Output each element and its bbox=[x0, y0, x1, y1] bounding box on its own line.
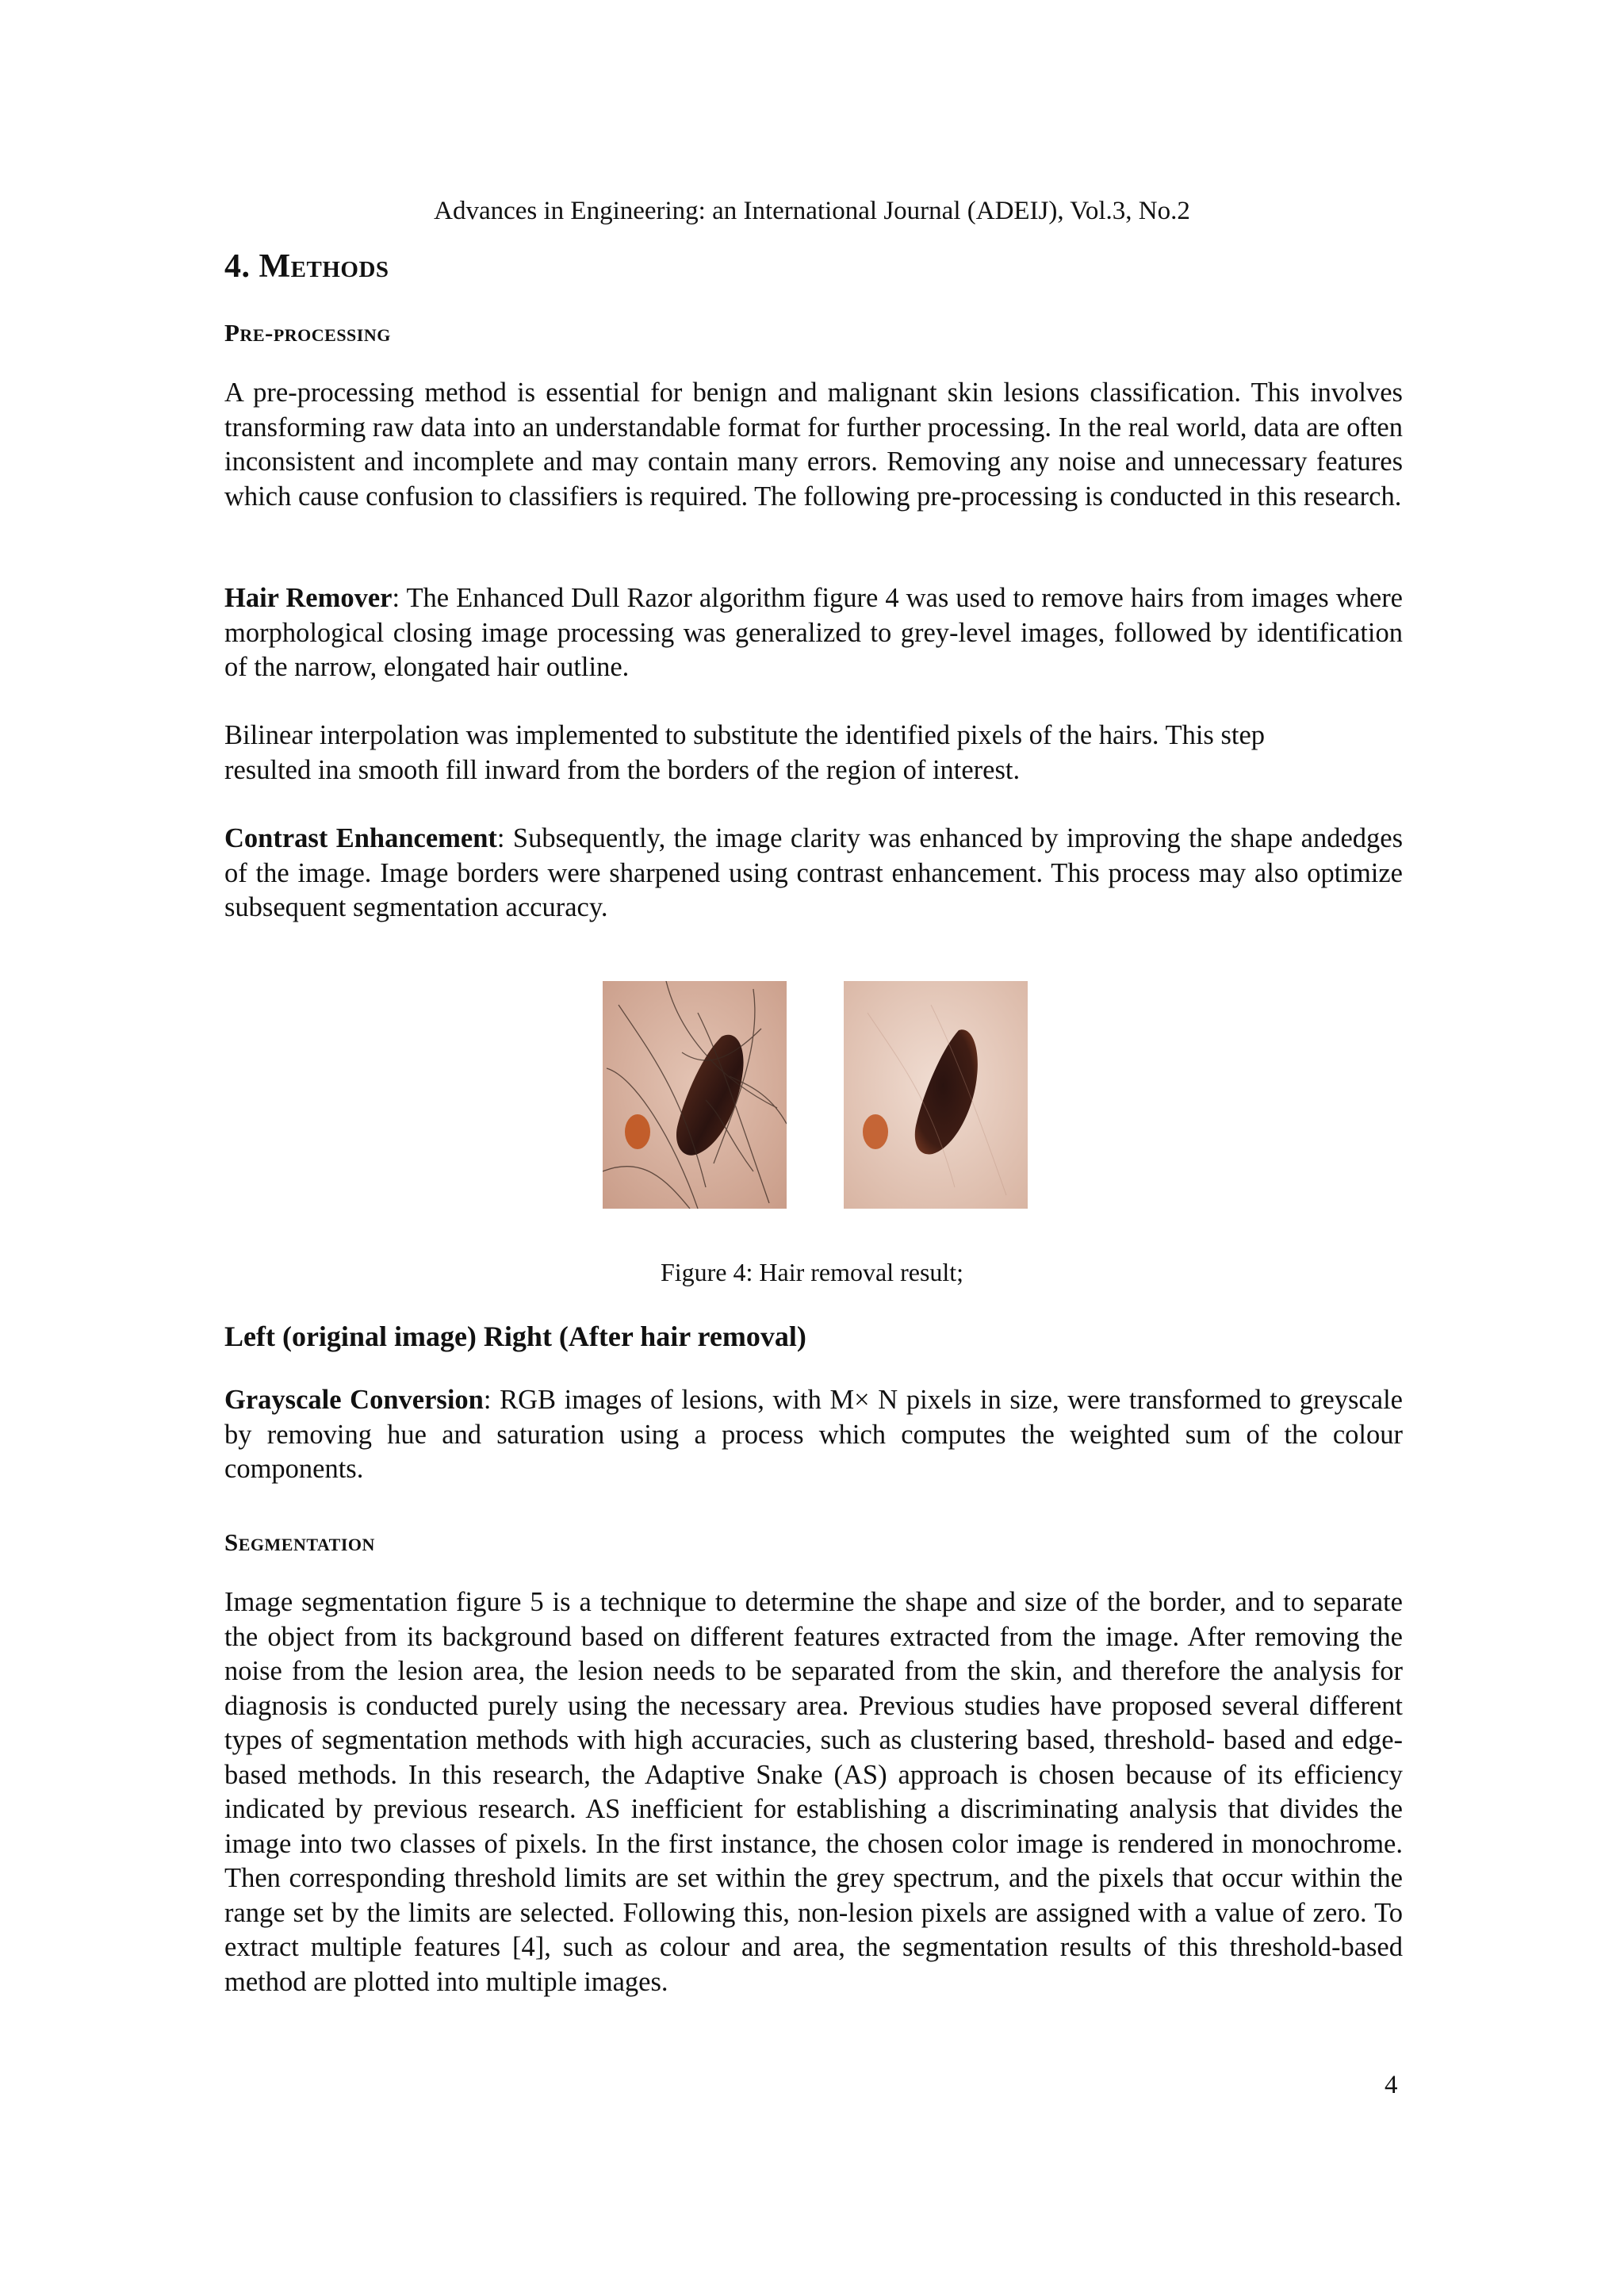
paragraph-contrast bbox=[224, 822, 1403, 926]
journal-title: Advances in Engineering: an International Journal (ADEIJ), Vol.3, No.2 bbox=[434, 197, 1190, 225]
subheading-segmentation: Segmentation bbox=[224, 1528, 375, 1556]
subheading-preprocessing: Pre-processing bbox=[224, 319, 391, 347]
paragraph-segmentation: Image segmentation figure 5 is a technique to determine the shape and size of the border, and to separate the object from its background based on different features extracted from the image. After removing the noise from the lesion area, the lesion needs to be separated from the skin, and therefore the analysis for diagnosis is conducted purely using the necessary area. Previous studies have proposed several different types of segmentation methods with high accuracies, such as clustering based, threshold- based and edge-based methods. In this research, the Adaptive Snake (AS) approach is chosen because of its efficiency indicated by previous research. AS inefficient for establishing a discriminating analysis that divides the image into two classes of pixels. In the first instance, the chosen color image is rendered in monochrome. Then corresponding threshold limits are set within the grey spectrum, and the pixels that occur within the range set by the limits are selected. Following this, non-lesion pixels are assigned with a value of zero. To extract multiple features [4], such as colour and area, the segmentation results of this threshold-based method are plotted into multiple images. bbox=[224, 1587, 1403, 1997]
section-heading bbox=[224, 247, 389, 286]
paragraph-grayscale bbox=[224, 1383, 1403, 1487]
bilinear-line-2: resulted ina smooth fill inward from the borders of the region of interest. bbox=[224, 754, 1021, 785]
running-header bbox=[0, 197, 1624, 226]
grayscale-body: : RGB images of lesions, with M× N pixels in size, were transformed to greyscale by removing hue and saturation using a process which computes the weighted sum of the colour components. bbox=[224, 1385, 1403, 1484]
grayscale-lead: Grayscale Conversion bbox=[224, 1385, 484, 1415]
hair-removed-lesion-image bbox=[844, 981, 1028, 1209]
figure-4 bbox=[603, 981, 1028, 1209]
contrast-body: : Subsequently, the image clarity was enhanced by improving the shape andedges of the image. Image borders were sharpened using contrast enhancement. This process may also optimize subsequent segmentation accuracy. bbox=[224, 823, 1404, 922]
page-number: 4 bbox=[1385, 2071, 1398, 2099]
hair-remover-lead: Hair Remover bbox=[224, 583, 393, 613]
figure-caption bbox=[0, 1258, 1624, 1287]
contrast-lead: Contrast Enhancement bbox=[224, 823, 497, 853]
paragraph-preprocessing-intro: A pre-processing method is essential for benign and malignant skin lesions classification. This involves transforming raw data into an understandable format for further processing. In the real world, data are often inconsistent and incomplete and may contain many errors. Removing any noise and unnecessary features which cause confusion to classifiers is required. The following pre-processing is conducted in this research. bbox=[224, 378, 1403, 512]
hair-remover-body: : The Enhanced Dull Razor algorithm figure 4 was used to remove hairs from images where morphological closing image processing was generalized to grey-level images, followed by identification of the narrow, elongated hair outline. bbox=[224, 583, 1403, 682]
section-title: Methods bbox=[259, 248, 389, 285]
bilinear-line-1: Bilinear interpolation was implemented to substitute the identified pixels of the hairs. This step bbox=[224, 720, 1266, 750]
original-lesion-image bbox=[603, 981, 787, 1209]
paragraph-bilinear bbox=[224, 719, 1403, 788]
figure-caption-text: Figure 4: Hair removal result; bbox=[660, 1258, 964, 1286]
paragraph-hair-remover bbox=[224, 581, 1403, 685]
section-number: 4. bbox=[224, 248, 251, 285]
figure-subcaption: Left (original image) Right (After hair removal) bbox=[224, 1320, 806, 1352]
